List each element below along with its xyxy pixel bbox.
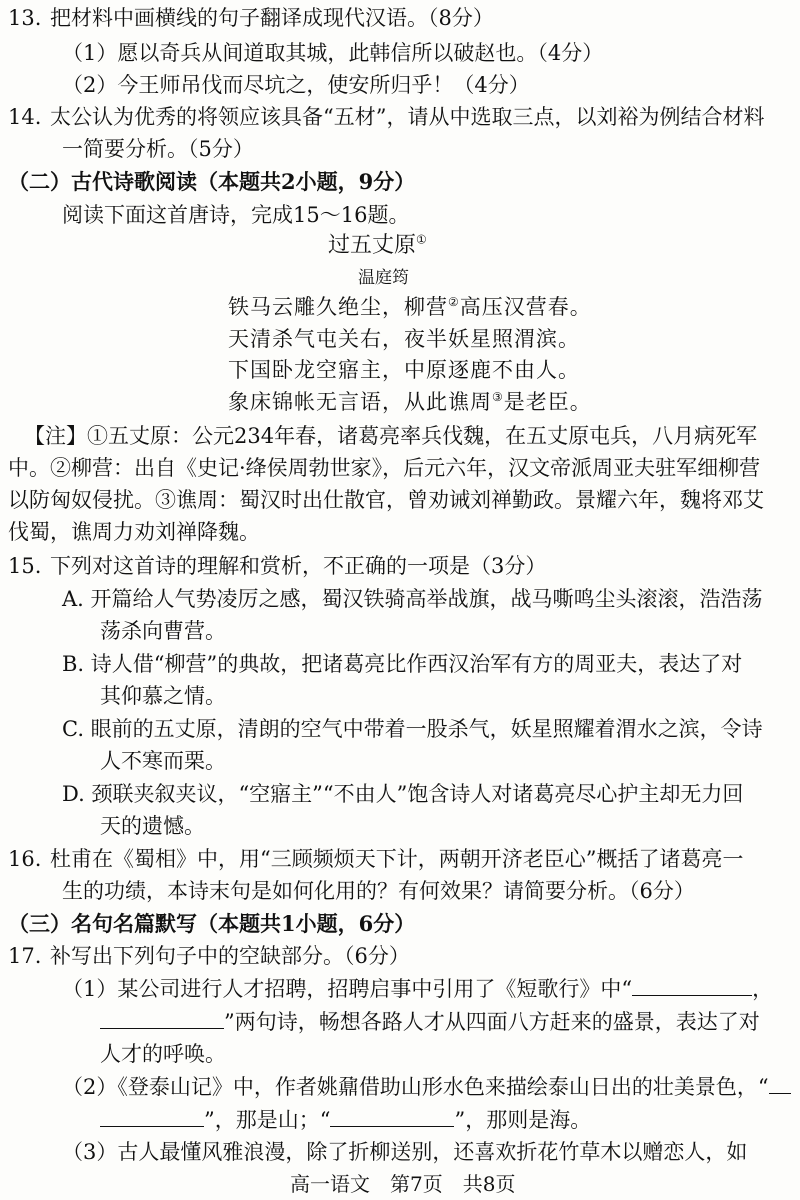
q17-part3-line1: （3）古人最懂风雅浪漫，除了折柳送别，还喜欢折花竹草木以赠恋人，如: [62, 1140, 748, 1164]
q17-part1-line2: ”两句诗，畅想各路人才从四面八方赶来的盛景，表达了对: [100, 1008, 760, 1036]
q17-part2-line2: ”，那是山；“ ”，那则是海。: [100, 1106, 591, 1134]
q14-line1: 14. 太公认为优秀的将领应该具备“五材”，请从中选取三点，以刘裕为例结合材料: [8, 105, 765, 129]
q15-option-d: D. 颈联夹叙夹议，“空寤主”“不由人”饱含诗人对诸葛亮尽心护主却无力回: [62, 782, 744, 806]
page-footer: 高一语文 第7页 共8页: [290, 1172, 516, 1196]
q13-part1: （1）愿以奇兵从间道取其城，此韩信所以破赵也。（4分）: [62, 41, 604, 65]
note-line-1: 【注】①五丈原：公元234年春，诸葛亮率兵伐魏，在五丈原屯兵，八月病死军: [24, 424, 758, 448]
answer-blank[interactable]: [330, 1106, 454, 1127]
poem-author: 温庭筠: [358, 268, 409, 288]
q17-part1-line1: （1）某公司进行人才招聘，招聘启事中引用了《短歌行》中“ ，: [62, 977, 774, 1001]
note-line-2: 中。②柳营：出自《史记·绛侯周勃世家》，后元六年，汉文帝派周亚夫驻军细柳营: [8, 456, 761, 480]
section3-heading: （三）名句名篇默写（本题共1小题，6分）: [8, 911, 416, 936]
q16-line1: 16. 杜甫在《蜀相》中，用“三顾频烦天下计，两朝开济老臣心”概括了诸葛亮一: [8, 847, 744, 871]
q15-option-b: B. 诗人借“柳营”的典故，把诸葛亮比作西汉治军有方的周亚夫，表达了对: [62, 652, 743, 676]
poem-title: 过五丈原①: [328, 232, 427, 258]
note-line-4: 伐蜀，谯周力劝刘禅降魏。: [8, 520, 260, 544]
q16-line2: 生的功绩，本诗末句是如何化用的？有何效果？请简要分析。（6分）: [62, 879, 695, 903]
poem-line-3: 下国卧龙空寤主，中原逐鹿不由人。: [228, 358, 580, 382]
q14-line2: 一简要分析。（5分）: [62, 137, 254, 161]
q15-option-c: C. 眼前的五丈原，清朗的空气中带着一股杀气，妖星照耀着渭水之滨，令诗: [62, 717, 763, 741]
q15-option-d-cont: 天的遗憾。: [100, 814, 205, 838]
q15-option-c-cont: 人不寒而栗。: [100, 749, 226, 773]
q15-option-b-cont: 其仰慕之情。: [100, 684, 226, 708]
note-line-3: 以防匈奴侵扰。③谯周：蜀汉时出仕散官，曾劝诫刘禅勤政。景耀六年，魏将邓艾: [8, 488, 764, 512]
q13-stem: 13. 把材料中画横线的句子翻译成现代汉语。（8分）: [8, 6, 494, 30]
poem-line-2: 天清杀气屯关右，夜半妖星照渭滨。: [228, 327, 580, 351]
answer-blank[interactable]: [100, 1008, 224, 1029]
q13-part2: （2）今王师吊伐而尽坑之，使安所归乎！（4分）: [62, 73, 530, 97]
q15-stem: 15. 下列对这首诗的理解和赏析，不正确的一项是（3分）: [8, 554, 547, 578]
answer-blank[interactable]: [100, 1106, 204, 1127]
answer-blank[interactable]: [632, 975, 752, 996]
q17-stem: 17. 补写出下列句子中的空缺部分。（6分）: [8, 944, 410, 968]
q17-part2-line1: （2）《登泰山记》中，作者姚鼐借助山形水色来描绘泰山日出的壮美景色，“: [62, 1073, 791, 1101]
q15-option-a-cont: 荡杀向曹营。: [100, 619, 226, 643]
answer-blank[interactable]: [769, 1073, 791, 1094]
q17-part1-line3: 人才的呼唤。: [100, 1042, 226, 1066]
section2-heading: （二）古代诗歌阅读（本题共2小题，9分）: [8, 169, 416, 194]
q15-option-a: A. 开篇给人气势凌厉之感，蜀汉铁骑高举战旗，战马嘶鸣尘头滚滚，浩浩荡: [62, 587, 763, 611]
poem-line-1: 铁马云雕久绝尘，柳营②高压汉营春。: [228, 295, 592, 319]
section2-intro: 阅读下面这首唐诗，完成15～16题。: [62, 203, 410, 227]
poem-line-4: 象床锦帐无言语，从此谯周③是老臣。: [228, 390, 592, 414]
